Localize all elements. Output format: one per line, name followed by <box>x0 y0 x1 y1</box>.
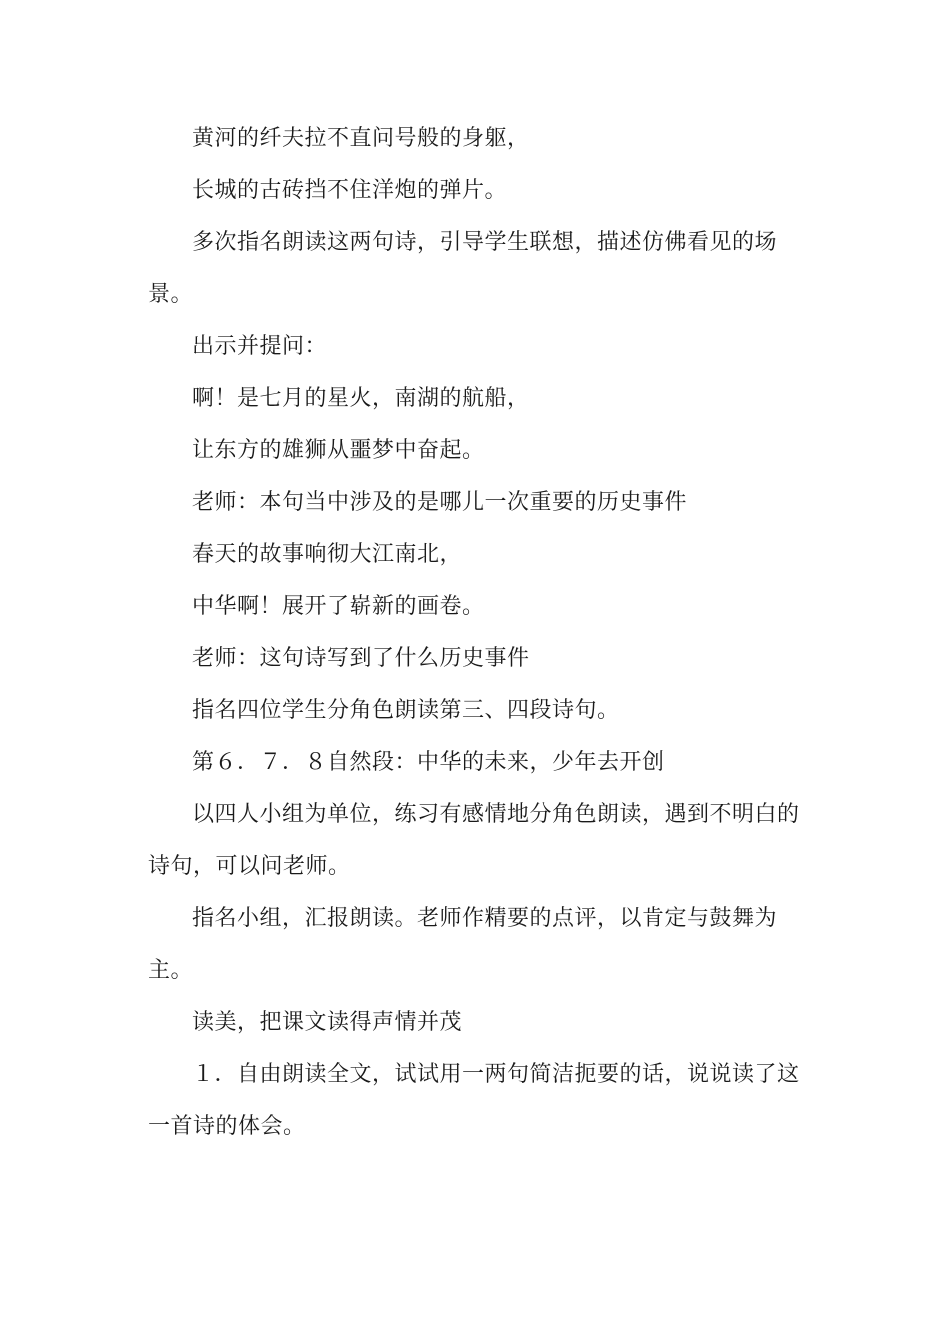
paragraph: 春天的故事响彻大江南北， <box>192 542 463 567</box>
paragraph: 啊！是七月的星火，南湖的航船， <box>192 386 530 411</box>
paragraph: 多次指名朗读这两句诗，引导学生联想，描述仿佛看见的场景。 <box>148 230 778 307</box>
document-body <box>148 113 808 1153</box>
paragraph: 长城的古砖挡不住洋炮的弹片。 <box>192 178 508 203</box>
paragraph: 指名四位学生分角色朗读第三、四段诗句。 <box>192 698 620 723</box>
paragraph: 中华啊！展开了崭新的画卷。 <box>192 594 485 619</box>
paragraph: 让东方的雄狮从噩梦中奋起。 <box>192 438 485 463</box>
paragraph: 老师：这句诗写到了什么历史事件 <box>192 646 530 671</box>
paragraph: 第６．７．８自然段：中华的未来，少年去开创 <box>192 750 665 775</box>
paragraph: 以四人小组为单位，练习有感情地分角色朗读，遇到不明白的诗句，可以问老师。 <box>148 802 800 879</box>
paragraph: 读美，把课文读得声情并茂 <box>192 1010 463 1035</box>
paragraph: 出示并提问： <box>192 334 328 359</box>
paragraph: 指名小组，汇报朗读。老师作精要的点评，以肯定与鼓舞为主。 <box>148 906 778 983</box>
paragraph: １．自由朗读全文，试试用一两句简洁扼要的话，说说读了这一首诗的体会。 <box>148 1062 800 1139</box>
paragraph: 黄河的纤夫拉不直问号般的身躯， <box>192 126 530 151</box>
paragraph: 老师：本句当中涉及的是哪儿一次重要的历史事件 <box>192 490 688 515</box>
